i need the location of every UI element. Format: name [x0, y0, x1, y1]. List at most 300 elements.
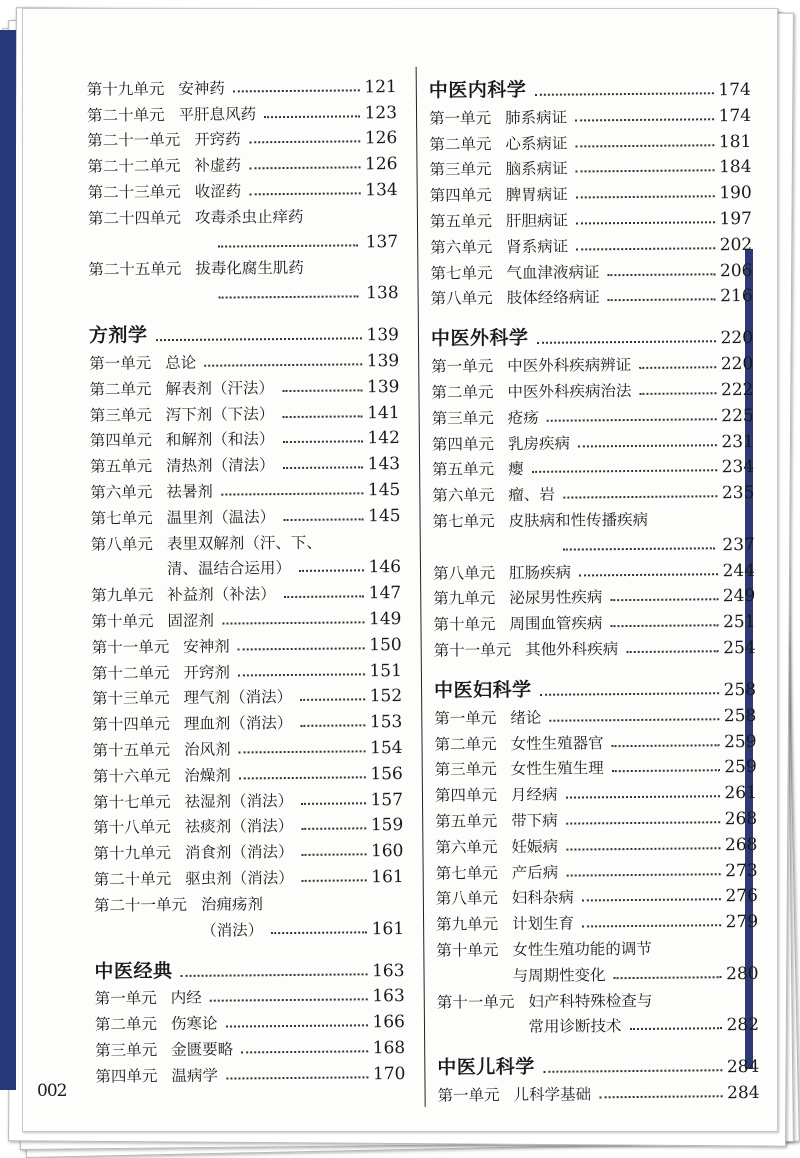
entry-page-number: 138	[366, 283, 399, 304]
unit-label: 第十三单元	[92, 689, 170, 709]
entry-page-number: 282	[726, 1015, 760, 1036]
unit-label: 第二十三单元	[87, 182, 181, 202]
entry-title: 心系病证	[505, 134, 568, 153]
toc-entry[interactable]	[87, 123, 397, 152]
unit-label: 第六单元	[430, 237, 493, 257]
unit-label: 第二单元	[429, 134, 492, 154]
toc-entry[interactable]	[433, 580, 755, 609]
section-title: 中医外科学	[430, 327, 529, 351]
unit-label: 第三单元	[434, 760, 497, 780]
section-page-number: 220	[720, 328, 754, 349]
entry-title: 祛痰剂（消法）	[184, 817, 294, 837]
entry-title: 平肝息风药	[178, 104, 257, 124]
leader-dots	[238, 647, 365, 650]
entry-title: 疮疡	[507, 408, 539, 427]
entry-page-number: 153	[369, 712, 403, 733]
toc-entry[interactable]	[92, 655, 402, 684]
leader-dots	[271, 931, 367, 934]
toc-entry[interactable]	[437, 1077, 759, 1106]
unit-label: 第二十一单元	[87, 131, 181, 151]
entry-title: 女性生殖生理	[510, 759, 604, 779]
leader-dots	[282, 389, 362, 392]
leader-dots	[576, 221, 715, 224]
unit-label: 第十九单元	[93, 844, 172, 863]
entry-title: 瘤、岩	[508, 485, 555, 505]
leader-dots	[563, 547, 715, 550]
leader-dots	[566, 873, 720, 876]
toc-entry[interactable]	[433, 606, 755, 635]
entry-title: 妇科杂病	[511, 888, 574, 908]
section-heading[interactable]	[431, 316, 753, 351]
toc-entry[interactable]	[436, 906, 758, 935]
leader-dots	[204, 363, 362, 366]
entry-page-number: 220	[720, 354, 754, 375]
toc-entry[interactable]	[88, 174, 398, 203]
entry-title: 儿科学基础	[513, 1085, 592, 1105]
toc-entry[interactable]	[87, 71, 397, 100]
toc-entry[interactable]	[431, 281, 753, 310]
unit-label: 第五单元	[432, 460, 495, 480]
leader-dots	[241, 1050, 368, 1053]
entry-title: 泌尿男性疾病	[509, 588, 603, 608]
entry-title: 祛湿剂（消法）	[184, 791, 294, 811]
toc-entry[interactable]	[435, 803, 757, 832]
unit-label: 第一单元	[437, 1086, 500, 1105]
entry-title: 温里剂（温法）	[166, 507, 276, 527]
entry-title: 泻下剂（下法）	[165, 404, 275, 424]
leader-dots	[575, 118, 714, 121]
entry-title: 补益剂（补法）	[167, 585, 276, 605]
leader-dots	[576, 247, 715, 250]
entry-page-number: 251	[722, 612, 756, 633]
section-title: 中医儿科学	[437, 1056, 535, 1080]
leader-dots	[283, 467, 363, 470]
entry-title: 脑系病证	[505, 159, 568, 179]
entry-title: 周围血管疾病	[509, 614, 603, 634]
unit-label: 第九单元	[91, 586, 154, 605]
toc-entry[interactable]	[434, 632, 756, 661]
toc-entry[interactable]	[432, 503, 754, 532]
entry-title: 驱虫剂（消法）	[185, 868, 294, 888]
unit-label: 第四单元	[429, 186, 492, 205]
leader-dots	[284, 595, 364, 598]
leader-dots	[238, 673, 365, 676]
entry-page-number: 254	[723, 637, 756, 659]
unit-label: 第三单元	[95, 1041, 158, 1060]
toc-entry-continuation[interactable]	[88, 277, 398, 306]
unit-label: 第十四单元	[92, 715, 170, 734]
leader-dots	[156, 338, 362, 342]
book-spine	[0, 30, 16, 1090]
toc-entry[interactable]	[432, 451, 754, 480]
unit-label: 第六单元	[435, 837, 498, 857]
entry-title: 计划生育	[512, 914, 575, 934]
toc-entry-continuation[interactable]	[88, 226, 398, 255]
leader-dots	[614, 976, 722, 979]
section-page-number: 258	[723, 679, 757, 701]
leader-dots	[264, 115, 360, 118]
entry-page-number: 145	[367, 479, 401, 501]
entry-title: 皮肤病和性传播疾病	[508, 510, 649, 531]
entry-page-number: 161	[371, 866, 404, 888]
leader-dots	[626, 650, 718, 653]
toc-entry[interactable]	[436, 855, 758, 884]
leader-dots	[639, 366, 716, 369]
toc-entry-continuation[interactable]	[94, 913, 404, 942]
leader-dots	[579, 573, 718, 576]
entry-page-number: 268	[724, 808, 758, 830]
entry-title: 清热剂（清法）	[166, 456, 275, 476]
unit-label: 第一单元	[94, 989, 157, 1009]
entry-page-number: 225	[721, 405, 754, 426]
entry-page-number: 206	[719, 260, 753, 281]
entry-title: 月经病	[510, 785, 558, 805]
section-page-number: 284	[726, 1057, 760, 1078]
toc-entry[interactable]	[433, 555, 755, 584]
section-heading[interactable]	[434, 668, 756, 703]
leader-dots	[249, 141, 360, 144]
entry-title: 开窍药	[194, 130, 241, 150]
entry-page-number: 154	[370, 737, 403, 759]
leader-dots	[301, 802, 366, 805]
unit-label: 第十九单元	[86, 79, 165, 99]
toc-entry[interactable]	[91, 603, 401, 632]
entry-page-number: 142	[367, 428, 400, 449]
unit-label: 第二十二单元	[87, 157, 181, 176]
entry-page-number: 150	[369, 634, 402, 656]
section-title: 中医经典	[94, 959, 173, 983]
toc-entry[interactable]	[435, 777, 757, 806]
entry-page-number: 145	[367, 505, 401, 527]
toc-entry[interactable]	[89, 371, 399, 400]
unit-label: 第十六单元	[92, 766, 171, 786]
leader-dots	[532, 470, 717, 474]
leader-dots	[612, 770, 720, 773]
section-title: 中医内科学	[428, 78, 527, 102]
entry-title: 攻毒杀虫止痒药	[194, 207, 304, 227]
toc-entry[interactable]	[92, 681, 402, 710]
toc-entry[interactable]	[436, 880, 758, 909]
toc-entry[interactable]	[91, 526, 401, 555]
leader-dots	[630, 1028, 722, 1031]
section-title: 中医妇科学	[433, 678, 532, 702]
toc-entry[interactable]	[435, 751, 757, 780]
toc-entry[interactable]	[95, 981, 405, 1010]
entry-page-number: 249	[722, 586, 756, 607]
unit-label: 第三单元	[89, 405, 152, 425]
entry-title: 其他外科疾病	[525, 640, 619, 659]
entry-title: 肾系病证	[506, 237, 569, 256]
entry-page-number: 170	[372, 1063, 406, 1084]
entry-page-number: 163	[372, 986, 405, 1007]
toc-entry[interactable]	[90, 474, 400, 503]
entry-title: 表里双解剂（汗、下、	[166, 533, 322, 553]
toc-entry-continuation[interactable]	[433, 529, 755, 558]
entry-page-number: 146	[368, 557, 402, 578]
toc-entry[interactable]	[90, 500, 400, 529]
entry-page-number: 181	[718, 131, 752, 152]
entry-title: 安神剂	[183, 637, 230, 656]
toc-page	[22, 8, 778, 1132]
entry-title: 消食剂（消法）	[184, 843, 294, 863]
entry-title-line2: （消法）	[201, 920, 264, 940]
entry-title: 内经	[170, 989, 202, 1008]
unit-label: 第七单元	[432, 512, 495, 531]
entry-page-number: 273	[725, 860, 758, 881]
unit-label: 第九单元	[436, 915, 499, 934]
unit-label: 第二十单元	[93, 869, 172, 889]
unit-label: 第二单元	[431, 383, 494, 402]
unit-label: 第十八单元	[93, 818, 171, 838]
entry-page-number: 284	[727, 1083, 760, 1104]
entry-page-number: 149	[368, 608, 402, 630]
leader-dots	[226, 1024, 368, 1027]
toc-entry[interactable]	[431, 374, 753, 403]
toc-entry[interactable]	[93, 758, 403, 787]
leader-dots	[222, 621, 364, 624]
entry-title: 治燥剂	[184, 766, 231, 785]
leader-dots	[302, 853, 367, 856]
entry-page-number: 237	[722, 534, 755, 555]
unit-label: 第五单元	[435, 812, 498, 831]
leader-dots	[563, 495, 717, 498]
unit-label: 第十一单元	[91, 637, 170, 657]
toc-entry[interactable]	[431, 348, 753, 377]
entry-page-number: 159	[370, 815, 404, 836]
leader-dots	[300, 724, 365, 727]
section-heading[interactable]	[89, 313, 399, 348]
leader-dots	[249, 167, 360, 170]
unit-label: 第三单元	[429, 160, 492, 180]
entry-page-number: 184	[718, 157, 752, 178]
entry-title: 理血剂（消法）	[183, 714, 293, 734]
leader-dots	[566, 847, 720, 850]
entry-page-number: 168	[372, 1037, 406, 1059]
entry-page-number: 134	[365, 180, 398, 201]
entry-page-number: 258	[723, 705, 757, 726]
unit-label: 第三单元	[431, 408, 494, 428]
toc-entry-continuation[interactable]	[91, 552, 401, 581]
unit-label: 第五单元	[90, 457, 153, 476]
toc-entry[interactable]	[90, 397, 400, 426]
unit-label: 第十一单元	[436, 992, 515, 1012]
entry-page-number: 121	[364, 76, 397, 98]
toc-entry[interactable]	[89, 345, 399, 374]
toc-entry[interactable]	[87, 148, 397, 177]
toc-entry[interactable]	[93, 835, 403, 864]
entry-title: 脾胃病证	[505, 185, 568, 205]
leader-dots	[599, 1095, 722, 1098]
unit-label: 第一单元	[431, 357, 494, 376]
toc-entry[interactable]	[434, 726, 756, 755]
entry-title-line2: 清、温结合运用）	[166, 559, 292, 579]
section-heading[interactable]	[94, 949, 404, 984]
toc-entry[interactable]	[94, 887, 404, 916]
toc-entry[interactable]	[429, 100, 751, 129]
unit-label: 第一单元	[89, 354, 152, 373]
entry-title: 中医外科疾病辨证	[507, 356, 632, 376]
toc-entry[interactable]	[88, 200, 398, 229]
toc-entry[interactable]	[95, 1032, 405, 1061]
page-number: 002	[37, 1081, 67, 1101]
leader-dots	[540, 692, 719, 696]
toc-entry-continuation[interactable]	[437, 1009, 759, 1038]
entry-title: 妇产科特殊检查与	[528, 991, 653, 1011]
leader-dots	[575, 144, 714, 147]
toc-entry[interactable]	[92, 629, 402, 658]
entry-title: 祛暑剂	[166, 482, 213, 502]
toc-entry[interactable]	[92, 706, 402, 735]
unit-label: 第十一单元	[433, 640, 512, 660]
toc-entry[interactable]	[432, 400, 754, 429]
toc-entry[interactable]	[432, 477, 754, 506]
entry-page-number: 202	[719, 234, 753, 256]
leader-dots	[543, 1070, 722, 1074]
entry-page-number: 143	[367, 454, 401, 475]
toc-entry[interactable]	[436, 932, 758, 961]
unit-label: 第二单元	[434, 734, 497, 754]
column-divider	[416, 67, 426, 1107]
unit-label: 第八单元	[435, 889, 498, 909]
entry-page-number: 157	[370, 789, 404, 810]
leader-dots	[239, 776, 366, 779]
toc-entry[interactable]	[429, 152, 751, 181]
entry-title: 女性生殖器官	[510, 733, 604, 753]
unit-label: 第十二单元	[91, 663, 170, 683]
unit-label: 第二单元	[89, 379, 152, 399]
entry-page-number: 126	[364, 154, 398, 175]
unit-label: 第二十一单元	[93, 895, 188, 915]
entry-page-number: 156	[370, 763, 403, 785]
entry-page-number: 139	[366, 376, 400, 398]
entry-title: 治痈疡剂	[200, 894, 264, 914]
entry-title: 气血津液病证	[506, 262, 600, 282]
leader-dots	[218, 244, 358, 247]
entry-page-number: 152	[369, 686, 403, 707]
toc-entry[interactable]	[88, 252, 398, 281]
entry-page-number: 222	[720, 379, 754, 401]
toc-entry[interactable]	[435, 829, 757, 858]
toc-entry[interactable]	[93, 810, 403, 839]
leader-dots	[299, 570, 364, 573]
unit-label: 第四单元	[95, 1066, 158, 1086]
toc-entry[interactable]	[430, 203, 752, 232]
unit-label: 第七单元	[435, 863, 498, 883]
entry-title: 拔毒化腐生肌药	[195, 259, 304, 279]
toc-left-column	[87, 71, 406, 1086]
entry-title-line2: 与周期性变化	[512, 965, 606, 985]
leader-dots	[302, 879, 367, 882]
entry-page-number: 259	[724, 757, 757, 778]
entry-page-number: 235	[721, 483, 755, 504]
entry-title: 绪论	[510, 708, 542, 727]
entry-title: 肝胆病证	[505, 211, 569, 231]
leader-dots	[640, 392, 717, 395]
entry-page-number: 280	[726, 963, 759, 984]
entry-page-number: 139	[366, 350, 400, 372]
unit-label: 第二单元	[94, 1015, 158, 1034]
toc-entry[interactable]	[90, 423, 400, 452]
entry-page-number: 197	[719, 208, 753, 230]
entry-page-number: 234	[721, 457, 755, 478]
unit-label: 第一单元	[434, 708, 497, 728]
leader-dots	[612, 744, 720, 747]
unit-label: 第八单元	[430, 289, 493, 309]
entry-page-number: 244	[722, 560, 756, 581]
toc-entry[interactable]	[92, 732, 402, 761]
entry-title: 总论	[165, 353, 197, 373]
section-title: 方剂学	[88, 324, 148, 347]
section-page-number: 163	[371, 960, 405, 981]
entry-title: 治风剂	[184, 740, 231, 759]
toc-entry[interactable]	[430, 177, 752, 206]
entry-page-number: 231	[721, 431, 754, 452]
unit-label: 第二十四单元	[87, 208, 182, 228]
unit-label: 第四单元	[434, 786, 498, 805]
toc-entry[interactable]	[95, 1006, 405, 1035]
unit-label: 第十单元	[91, 612, 154, 631]
toc-right-column	[429, 68, 760, 1106]
unit-label: 第九单元	[433, 589, 496, 609]
unit-label: 第二十五单元	[88, 260, 182, 280]
leader-dots	[578, 444, 717, 447]
toc-content	[22, 8, 778, 1132]
leader-dots	[610, 599, 718, 602]
entry-page-number: 276	[725, 886, 758, 907]
unit-label: 第十单元	[433, 615, 496, 634]
entry-title: 收涩药	[194, 182, 242, 201]
section-page-number: 139	[366, 325, 400, 346]
toc-entry[interactable]	[93, 784, 403, 813]
section-heading[interactable]	[437, 1045, 759, 1080]
leader-dots	[607, 273, 715, 276]
unit-label: 第六单元	[90, 483, 153, 502]
leader-dots	[221, 492, 363, 495]
toc-entry[interactable]	[87, 97, 397, 126]
entry-page-number: 259	[723, 731, 757, 752]
entry-title: 理气剂（消法）	[183, 688, 293, 708]
section-heading[interactable]	[429, 68, 751, 103]
leader-dots	[582, 899, 721, 902]
unit-label: 第五单元	[429, 212, 493, 231]
entry-page-number: 123	[364, 102, 398, 123]
toc-entry-continuation[interactable]	[436, 958, 758, 987]
toc-entry[interactable]	[95, 1058, 405, 1087]
toc-entry[interactable]	[429, 126, 751, 155]
toc-entry[interactable]	[90, 448, 400, 477]
leader-dots	[566, 795, 720, 798]
entry-title: 肛肠疾病	[508, 563, 572, 582]
leader-dots	[219, 296, 359, 299]
unit-label: 第一单元	[428, 109, 492, 128]
toc-entry[interactable]	[437, 984, 759, 1013]
unit-label: 第十五单元	[92, 740, 171, 760]
toc-entry[interactable]	[432, 426, 754, 455]
unit-label: 第二十单元	[86, 105, 165, 125]
entry-page-number: 279	[725, 912, 759, 933]
unit-label: 第四单元	[89, 431, 152, 451]
toc-entry[interactable]	[430, 255, 752, 284]
toc-entry[interactable]	[91, 577, 401, 606]
toc-entry[interactable]	[94, 861, 404, 890]
leader-dots	[534, 92, 713, 96]
toc-entry[interactable]	[434, 700, 756, 729]
toc-entry[interactable]	[430, 229, 752, 258]
entry-page-number: 141	[367, 402, 400, 423]
leader-dots	[283, 518, 363, 521]
leader-dots	[301, 828, 366, 831]
entry-title: 固涩剂	[167, 611, 215, 630]
